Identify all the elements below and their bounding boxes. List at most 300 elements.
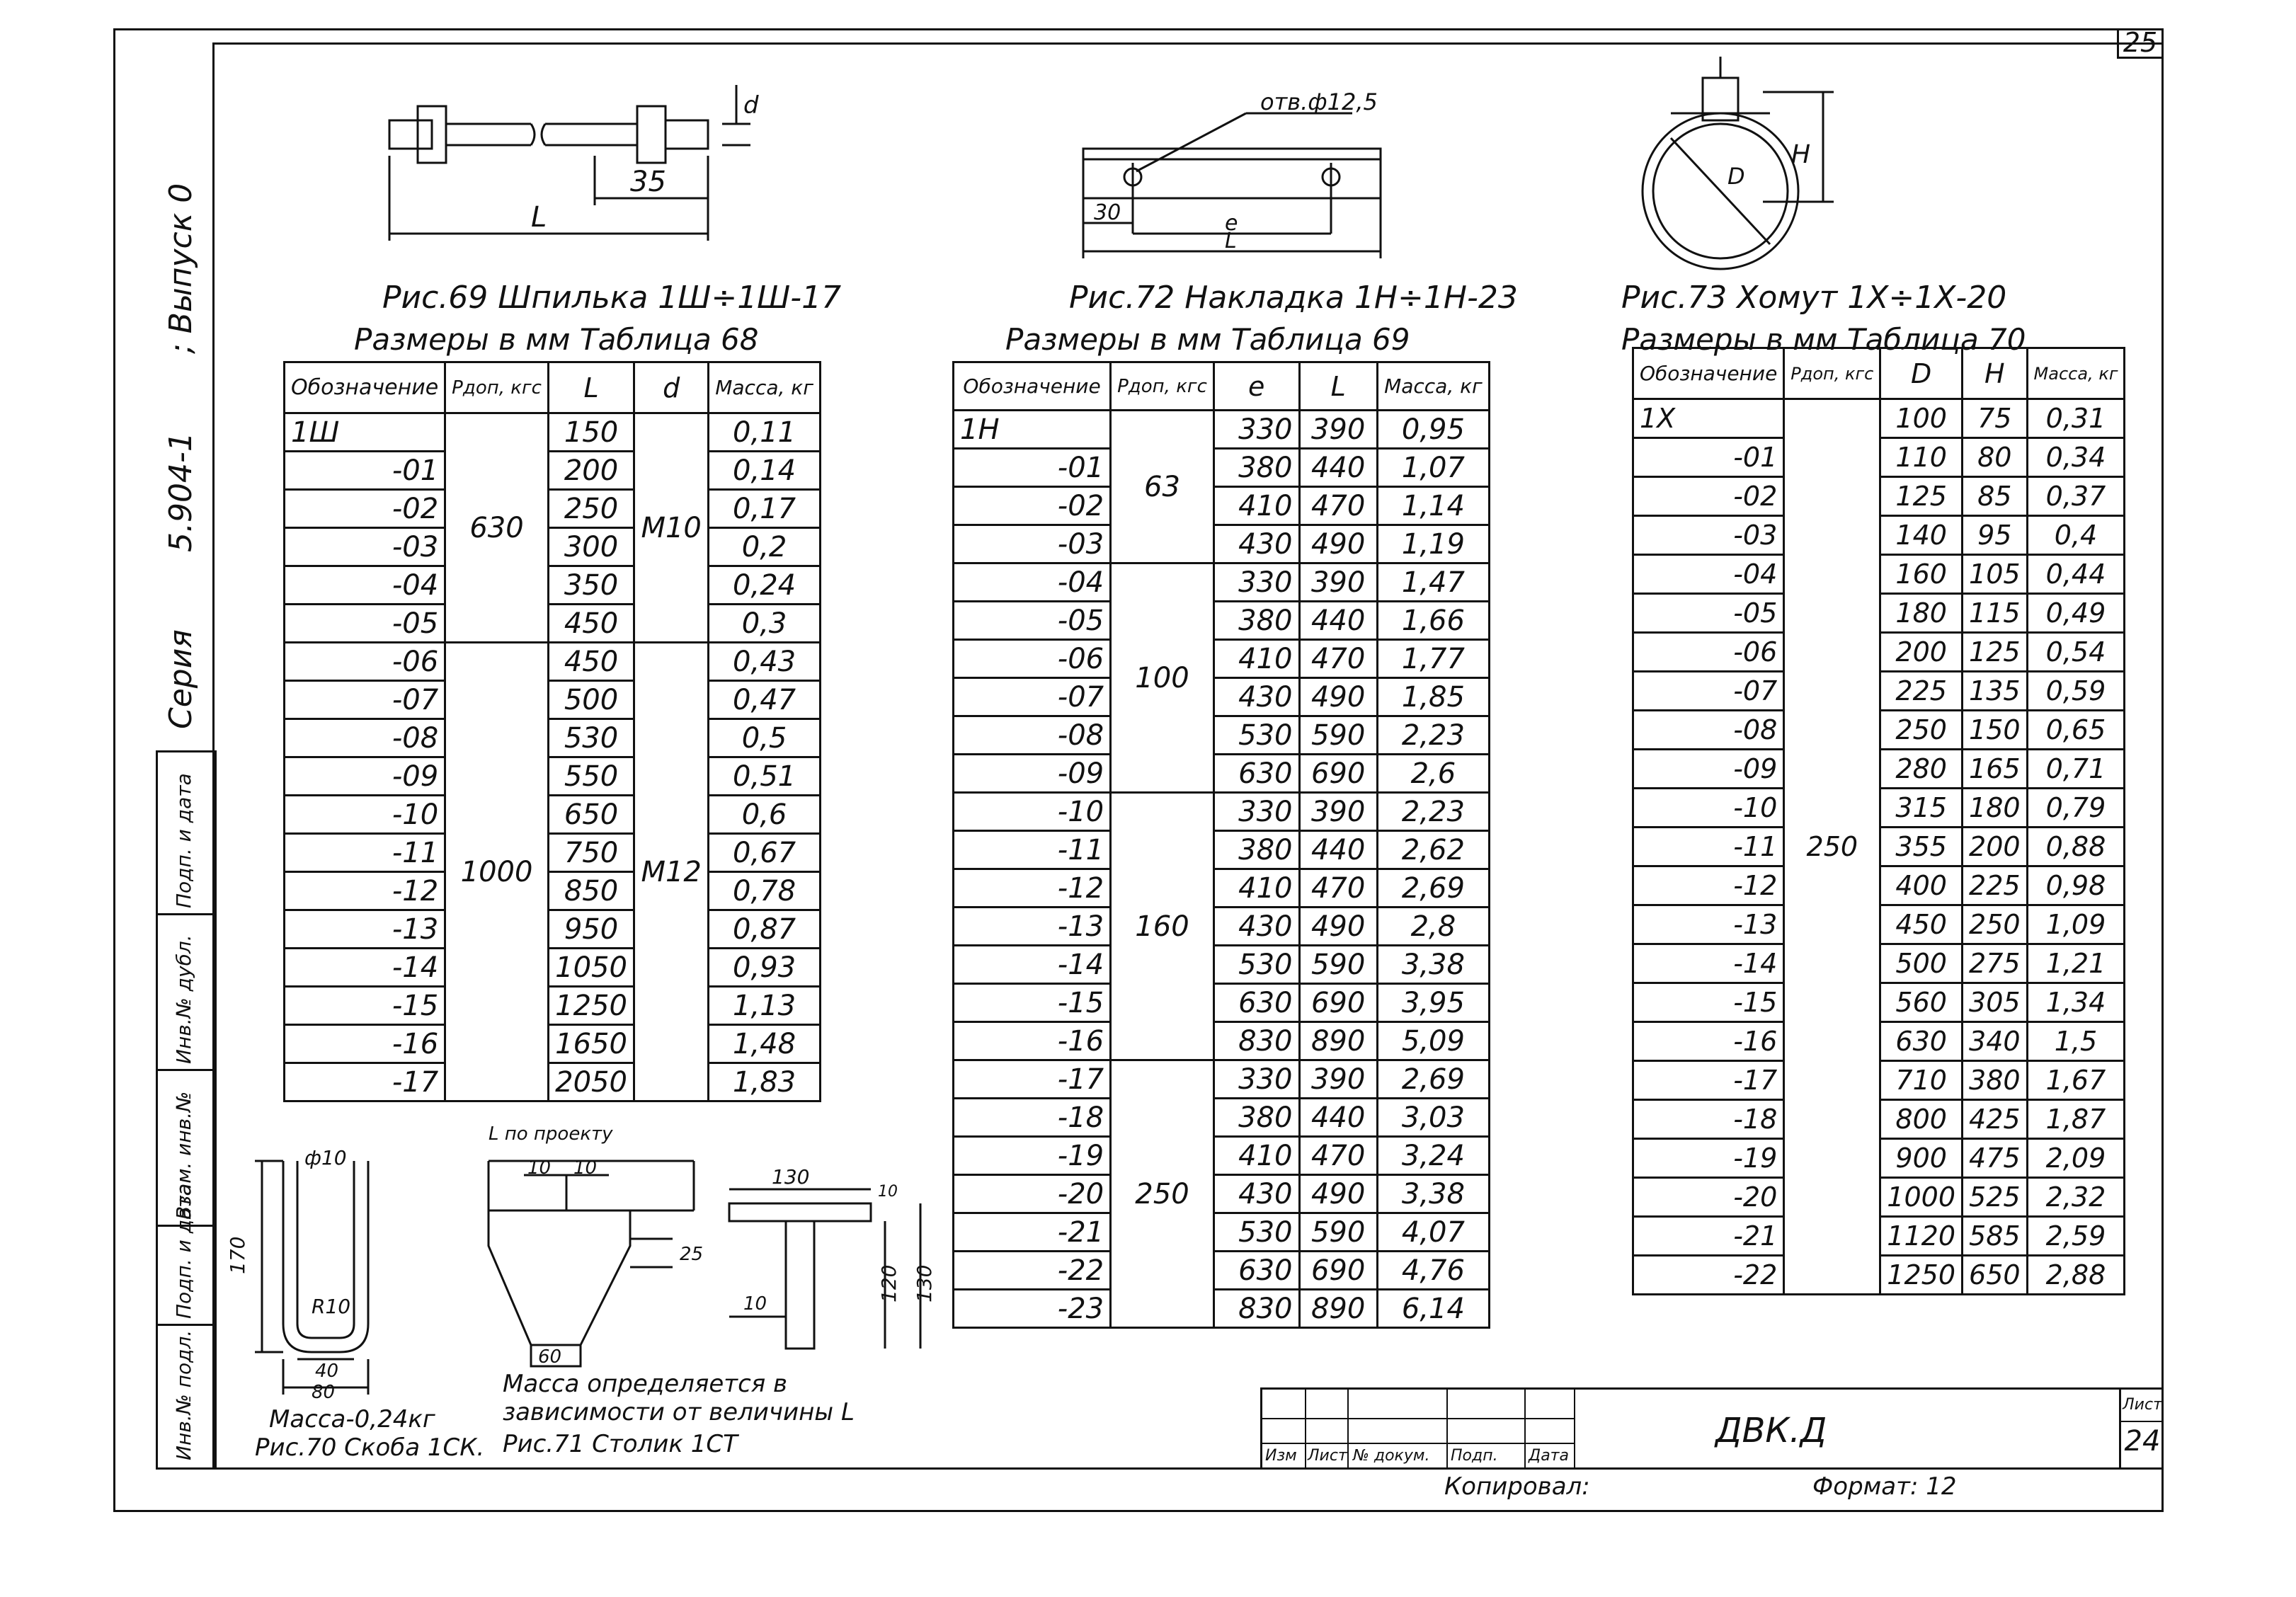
diameter-cell: 450	[1880, 905, 1963, 944]
designation-cell: -16	[1633, 1022, 1784, 1061]
length-cell: 250	[548, 490, 634, 528]
mass-cell: 3,03	[1377, 1099, 1489, 1137]
mass-cell: 0,54	[2027, 633, 2125, 672]
mass-cell: 1,09	[2027, 905, 2125, 944]
length-cell: 150	[548, 413, 634, 452]
table-row	[285, 1063, 821, 1101]
col-list: Лист	[1308, 1447, 1347, 1465]
designation-cell: -12	[285, 872, 445, 910]
height-cell: 115	[1963, 594, 2028, 633]
dim-40: 40	[315, 1361, 339, 1382]
diameter-cell: 110	[1880, 438, 1963, 477]
mass-cell: 1,77	[1377, 640, 1489, 678]
e-cell: 410	[1213, 869, 1299, 908]
diameter-cell: 200	[1880, 633, 1963, 672]
designation-cell: -03	[954, 525, 1111, 563]
designation-cell: -15	[285, 987, 445, 1025]
designation-cell: -14	[1633, 944, 1784, 983]
mass-cell: 2,23	[1377, 716, 1489, 755]
mass-cell: 0,4	[2027, 516, 2125, 555]
table-row	[285, 949, 821, 987]
table-row	[285, 796, 821, 834]
designation-cell: -20	[954, 1175, 1111, 1213]
height-cell: 380	[1963, 1061, 2028, 1100]
length-cell: 500	[548, 681, 634, 719]
table-row	[285, 1025, 821, 1063]
e-cell: 430	[1213, 525, 1299, 563]
col-pdop: Pдоп, кгс	[445, 362, 549, 413]
diameter-cell: 710	[1880, 1061, 1963, 1100]
side-box-sign-date: Подп. и дата	[156, 1225, 217, 1326]
col-pdop: Pдоп, кгс	[1111, 362, 1214, 411]
copied-by: Копировал:	[1444, 1472, 1590, 1501]
designation-cell: -02	[1633, 477, 1784, 516]
length-cell: 390	[1299, 1060, 1377, 1099]
mass-cell: 0,95	[1377, 411, 1489, 449]
dim-60: 60	[538, 1346, 562, 1368]
mass-cell: 1,47	[1377, 563, 1489, 602]
mass-cell: 0,24	[709, 566, 821, 605]
table-row	[954, 1213, 1490, 1252]
length-cell: 470	[1299, 869, 1377, 908]
issue-label: ; Выпуск 0	[163, 183, 199, 354]
table-row	[285, 643, 821, 681]
table-row	[954, 411, 1490, 449]
table-row	[285, 490, 821, 528]
table-row	[954, 793, 1490, 831]
height-cell: 75	[1963, 399, 2028, 438]
table-row	[954, 525, 1490, 563]
col-mass: Масса, кг	[1377, 362, 1489, 411]
mass-cell: 0,17	[709, 490, 821, 528]
length-cell: 450	[548, 643, 634, 681]
col-designation: Обозначение	[1633, 348, 1784, 399]
mass-cell: 1,48	[709, 1025, 821, 1063]
mass-cell: 1,14	[1377, 487, 1489, 525]
length-cell: 890	[1299, 1022, 1377, 1060]
length-cell: 690	[1299, 1252, 1377, 1290]
length-cell: 470	[1299, 487, 1377, 525]
bracket-drawing	[226, 1146, 446, 1403]
e-cell: 410	[1213, 1137, 1299, 1175]
dim-L: L	[531, 201, 547, 234]
table-row	[285, 872, 821, 910]
e-cell: 430	[1213, 1175, 1299, 1213]
designation-cell: -06	[1633, 633, 1784, 672]
col-H: H	[1963, 348, 2028, 399]
mass-cell: 1,83	[709, 1063, 821, 1101]
length-cell: 490	[1299, 678, 1377, 716]
mass-cell: 2,09	[2027, 1139, 2125, 1178]
mass-cell: 1,34	[2027, 983, 2125, 1022]
e-cell: 330	[1213, 411, 1299, 449]
col-d: d	[634, 362, 709, 413]
mass-cell: 2,8	[1377, 908, 1489, 946]
mass-cell: 0,47	[709, 681, 821, 719]
height-cell: 105	[1963, 555, 2028, 594]
designation-cell: -09	[1633, 750, 1784, 789]
series-number: 5.904-1	[163, 432, 199, 552]
height-cell: 225	[1963, 866, 2028, 905]
fig71-note-1: Масса определяется в	[503, 1370, 788, 1398]
length-cell: 490	[1299, 1175, 1377, 1213]
height-cell: 425	[1963, 1100, 2028, 1139]
title-block	[1260, 1387, 2161, 1467]
pdop-cell: 100	[1111, 563, 1214, 793]
table-row	[954, 946, 1490, 984]
height-cell: 250	[1963, 905, 2028, 944]
designation-cell: -13	[1633, 905, 1784, 944]
length-cell: 450	[548, 605, 634, 643]
stand-top-note: L по проекту	[489, 1123, 613, 1145]
mass-cell: 0,2	[709, 528, 821, 566]
e-cell: 830	[1213, 1022, 1299, 1060]
fig73-subcaption: Размеры в мм Таблица 70	[1621, 322, 2026, 357]
designation-cell: -08	[1633, 711, 1784, 750]
height-cell: 340	[1963, 1022, 2028, 1061]
designation-cell: 1Н	[954, 411, 1111, 449]
col-mass: Масса, кг	[2027, 348, 2125, 399]
designation-cell: -22	[954, 1252, 1111, 1290]
t-profile-drawing	[715, 1161, 942, 1359]
designation-cell: -20	[1633, 1178, 1784, 1217]
designation-cell: -08	[954, 716, 1111, 755]
e-cell: 330	[1213, 793, 1299, 831]
e-cell: 530	[1213, 716, 1299, 755]
mass-cell: 3,24	[1377, 1137, 1489, 1175]
dim-10-side: 10	[743, 1293, 767, 1315]
mass-cell: 0,78	[709, 872, 821, 910]
designation-cell: -16	[285, 1025, 445, 1063]
designation-cell: -21	[1633, 1217, 1784, 1256]
plate-drawing	[1069, 88, 1423, 262]
table-row	[954, 449, 1490, 487]
dim-R10: R10	[312, 1295, 351, 1318]
pdop-cell: 250	[1111, 1060, 1214, 1328]
mass-cell: 5,09	[1377, 1022, 1489, 1060]
e-cell: 380	[1213, 1099, 1299, 1137]
designation-cell: -04	[954, 563, 1111, 602]
dim-10b: 10	[573, 1157, 598, 1179]
side-box-replace-inv: Взам. инв.№	[156, 1069, 217, 1227]
mass-cell: 0,5	[709, 719, 821, 757]
height-cell: 650	[1963, 1256, 2028, 1295]
mass-cell: 2,59	[2027, 1217, 2125, 1256]
dim-35: 35	[630, 166, 666, 198]
designation-cell: 1Ш	[285, 413, 445, 452]
mass-cell: 0,6	[709, 796, 821, 834]
designation-cell: -22	[1633, 1256, 1784, 1295]
length-cell: 440	[1299, 449, 1377, 487]
designation-cell: -13	[285, 910, 445, 949]
e-cell: 380	[1213, 831, 1299, 869]
col-date: Дата	[1529, 1447, 1569, 1465]
table-row	[285, 719, 821, 757]
diameter-cell: 180	[1880, 594, 1963, 633]
sheet-label: Лист	[2121, 1390, 2164, 1422]
stud-drawing	[368, 64, 765, 269]
designation-cell: -13	[954, 908, 1111, 946]
fig69-caption: Рис.69 Шпилька 1Ш÷1Ш-17	[382, 280, 842, 316]
mass-cell: 1,5	[2027, 1022, 2125, 1061]
sheet-number: 24	[2124, 1425, 2161, 1458]
length-cell: 470	[1299, 640, 1377, 678]
diameter-cell: 125	[1880, 477, 1963, 516]
mass-cell: 0,49	[2027, 594, 2125, 633]
designation-cell: -06	[954, 640, 1111, 678]
diameter-cell: 400	[1880, 866, 1963, 905]
table-row	[954, 487, 1490, 525]
height-cell: 525	[1963, 1178, 2028, 1217]
fig71-caption: Рис.71 Столик 1СТ	[503, 1430, 738, 1458]
diameter-cell: 160	[1880, 555, 1963, 594]
dim-e: e	[1225, 211, 1238, 236]
designation-cell: -11	[285, 834, 445, 872]
thread-cell: М12	[634, 643, 709, 1101]
height-cell: 150	[1963, 711, 2028, 750]
mass-cell: 0,98	[2027, 866, 2125, 905]
diameter-cell: 500	[1880, 944, 1963, 983]
series-label: Серия	[163, 629, 199, 729]
table-row	[285, 413, 821, 452]
mass-cell: 0,59	[2027, 672, 2125, 711]
dim-H: H	[1791, 140, 1811, 169]
table-row	[954, 678, 1490, 716]
designation-cell: -02	[285, 490, 445, 528]
length-cell: 490	[1299, 908, 1377, 946]
col-L: L	[548, 362, 634, 413]
table-row	[285, 452, 821, 490]
designation-cell: -23	[954, 1290, 1111, 1328]
clamp-drawing	[1621, 50, 1919, 276]
table-row	[285, 605, 821, 643]
length-cell: 2050	[548, 1063, 634, 1101]
mass-cell: 3,38	[1377, 1175, 1489, 1213]
col-sign: Подп.	[1451, 1447, 1498, 1465]
length-cell: 1250	[548, 987, 634, 1025]
side-box-orig-inv: Инв.№ подл.	[156, 1324, 217, 1470]
mass-cell: 4,07	[1377, 1213, 1489, 1252]
diameter-cell: 100	[1880, 399, 1963, 438]
designation-cell: -14	[954, 946, 1111, 984]
designation-cell: -09	[285, 757, 445, 796]
table-row	[954, 908, 1490, 946]
col-D: D	[1880, 348, 1963, 399]
revision-grid	[1262, 1390, 1574, 1467]
mass-cell: 2,23	[1377, 793, 1489, 831]
height-cell: 180	[1963, 789, 2028, 828]
table-row	[954, 1022, 1490, 1060]
designation-cell: -08	[285, 719, 445, 757]
table-row	[954, 984, 1490, 1022]
designation-cell: -17	[285, 1063, 445, 1101]
table-row	[954, 1290, 1490, 1328]
dim-120: 120	[877, 1264, 901, 1303]
e-cell: 380	[1213, 449, 1299, 487]
height-cell: 95	[1963, 516, 2028, 555]
mass-cell: 1,21	[2027, 944, 2125, 983]
designation-cell: -10	[954, 793, 1111, 831]
height-cell: 200	[1963, 828, 2028, 866]
pdop-cell: 63	[1111, 411, 1214, 563]
e-cell: 410	[1213, 487, 1299, 525]
length-cell: 590	[1299, 716, 1377, 755]
mass-cell: 0,87	[709, 910, 821, 949]
e-cell: 830	[1213, 1290, 1299, 1328]
table-row	[954, 563, 1490, 602]
length-cell: 200	[548, 452, 634, 490]
height-cell: 135	[1963, 672, 2028, 711]
table-row	[285, 987, 821, 1025]
mass-cell: 2,88	[2027, 1256, 2125, 1295]
diameter-cell: 1120	[1880, 1217, 1963, 1256]
format-label: Формат: 12	[1812, 1472, 1957, 1501]
diameter-cell: 900	[1880, 1139, 1963, 1178]
table-row	[954, 1137, 1490, 1175]
designation-cell: -03	[1633, 516, 1784, 555]
designation-cell: -04	[285, 566, 445, 605]
mass-cell: 0,71	[2027, 750, 2125, 789]
col-designation: Обозначение	[285, 362, 445, 413]
length-cell: 390	[1299, 411, 1377, 449]
diameter-cell: 800	[1880, 1100, 1963, 1139]
stand-drawing	[467, 1118, 708, 1373]
mass-cell: 0,3	[709, 605, 821, 643]
side-box-sign-date-2: Подп. и дата	[156, 750, 217, 915]
designation-cell: -07	[285, 681, 445, 719]
designation-cell: -12	[1633, 866, 1784, 905]
mass-cell: 3,95	[1377, 984, 1489, 1022]
table-row	[954, 1099, 1490, 1137]
col-designation: Обозначение	[954, 362, 1111, 411]
diameter-cell: 355	[1880, 828, 1963, 866]
mass-cell: 1,67	[2027, 1061, 2125, 1100]
mass-cell: 2,62	[1377, 831, 1489, 869]
designation-cell: -11	[954, 831, 1111, 869]
e-cell: 430	[1213, 908, 1299, 946]
col-L: L	[1299, 362, 1377, 411]
mass-cell: 0,79	[2027, 789, 2125, 828]
table-row	[954, 640, 1490, 678]
fig70-mass: Масса-0,24кг	[269, 1405, 435, 1433]
length-cell: 650	[548, 796, 634, 834]
dim-L-plate: L	[1225, 229, 1237, 253]
designation-cell: -19	[1633, 1139, 1784, 1178]
mass-cell: 0,44	[2027, 555, 2125, 594]
mass-cell: 0,43	[709, 643, 821, 681]
length-cell: 350	[548, 566, 634, 605]
length-cell: 390	[1299, 563, 1377, 602]
fig72-caption: Рис.72 Накладка 1Н÷1Н-23	[1069, 280, 1518, 316]
pdop-cell: 630	[445, 413, 549, 643]
designation-cell: -11	[1633, 828, 1784, 866]
designation-cell: -18	[1633, 1100, 1784, 1139]
designation-cell: -15	[1633, 983, 1784, 1022]
table-row	[1633, 399, 2125, 438]
diameter-cell: 630	[1880, 1022, 1963, 1061]
dim-D: D	[1727, 163, 1745, 190]
table-68	[283, 361, 821, 1102]
designation-cell: -06	[285, 643, 445, 681]
length-cell: 590	[1299, 946, 1377, 984]
mass-cell: 4,76	[1377, 1252, 1489, 1290]
fig73-caption: Рис.73 Хомут 1Х÷1Х-20	[1621, 280, 2007, 316]
designation-cell: -03	[285, 528, 445, 566]
col-doc: № докум.	[1353, 1447, 1430, 1465]
thread-cell: М10	[634, 413, 709, 643]
diameter-cell: 250	[1880, 711, 1963, 750]
table-row	[954, 1252, 1490, 1290]
table-70	[1632, 347, 2125, 1295]
dim-10-top: 10	[878, 1183, 898, 1201]
table-row	[954, 831, 1490, 869]
height-cell: 585	[1963, 1217, 2028, 1256]
dim-80: 80	[312, 1382, 336, 1403]
table-row	[954, 1175, 1490, 1213]
mass-cell: 0,51	[709, 757, 821, 796]
sheet-cell	[2119, 1390, 2164, 1467]
designation-cell: -10	[285, 796, 445, 834]
diameter-cell: 140	[1880, 516, 1963, 555]
drawing-code: ДВК.Д	[1715, 1411, 1827, 1450]
height-cell: 125	[1963, 633, 2028, 672]
designation-cell: -05	[285, 605, 445, 643]
height-cell: 275	[1963, 944, 2028, 983]
designation-cell: -12	[954, 869, 1111, 908]
table-row	[954, 1060, 1490, 1099]
mass-cell: 0,93	[709, 949, 821, 987]
dim-130: 130	[772, 1165, 810, 1189]
mass-cell: 3,38	[1377, 946, 1489, 984]
mass-cell: 1,87	[2027, 1100, 2125, 1139]
mass-cell: 1,85	[1377, 678, 1489, 716]
dia-10: ф10	[304, 1146, 347, 1169]
table-row	[285, 834, 821, 872]
mass-cell: 1,66	[1377, 602, 1489, 640]
diameter-cell: 1000	[1880, 1178, 1963, 1217]
mass-cell: 0,34	[2027, 438, 2125, 477]
designation-cell: -01	[285, 452, 445, 490]
e-cell: 430	[1213, 678, 1299, 716]
designation-cell: -01	[954, 449, 1111, 487]
length-cell: 1650	[548, 1025, 634, 1063]
mass-cell: 0,88	[2027, 828, 2125, 866]
designation-cell: -05	[954, 602, 1111, 640]
length-cell: 530	[548, 719, 634, 757]
e-cell: 410	[1213, 640, 1299, 678]
dim-25: 25	[680, 1244, 704, 1265]
designation-cell: -15	[954, 984, 1111, 1022]
table-row	[285, 681, 821, 719]
diameter-cell: 225	[1880, 672, 1963, 711]
designation-cell: -19	[954, 1137, 1111, 1175]
mass-cell: 1,19	[1377, 525, 1489, 563]
diameter-cell: 280	[1880, 750, 1963, 789]
mass-cell: 6,14	[1377, 1290, 1489, 1328]
mass-cell: 0,37	[2027, 477, 2125, 516]
mass-cell: 2,32	[2027, 1178, 2125, 1217]
diameter-cell: 1250	[1880, 1256, 1963, 1295]
table-row	[285, 757, 821, 796]
designation-cell: 1Х	[1633, 399, 1784, 438]
height-cell: 305	[1963, 983, 2028, 1022]
length-cell: 750	[548, 834, 634, 872]
table-row	[285, 528, 821, 566]
mass-cell: 2,6	[1377, 755, 1489, 793]
dim-30: 30	[1094, 200, 1121, 225]
col-pdop: Pдоп, кгс	[1784, 348, 1880, 399]
mass-cell: 0,65	[2027, 711, 2125, 750]
